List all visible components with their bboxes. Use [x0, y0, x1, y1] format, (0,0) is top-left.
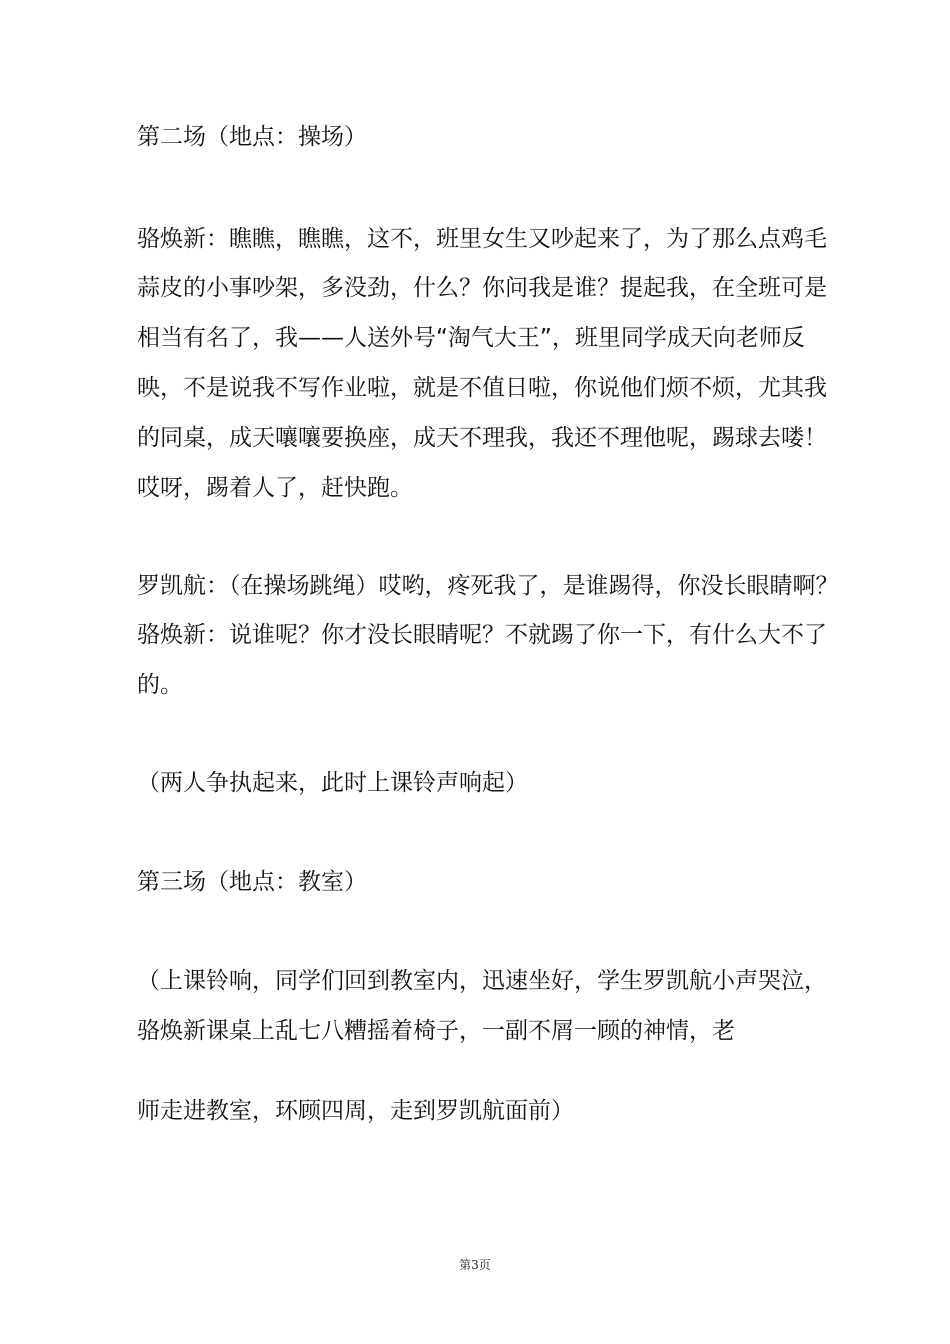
scene-2-line-1: 骆焕新：瞧瞧，瞧瞧，这不，班里女生又吵起来了，为了那么点鸡毛 [137, 226, 827, 252]
stage-direction: （两人争执起来，此时上课铃声响起） [137, 770, 528, 796]
scene-2-heading: 第二场（地点：操场） [137, 124, 367, 150]
scene-3-line-2: 骆焕新课桌上乱七八糟摇着椅子，一副不屑一顾的神情，老 [137, 1018, 735, 1044]
scene-2-line-2: 蒜皮的小事吵架，多没劲，什么？你问我是谁？提起我，在全班可是 [137, 275, 827, 301]
scene-3-heading: 第三场（地点：教室） [137, 869, 367, 895]
scene-3-line-3: 师走进教室，环顾四周，走到罗凯航面前） [137, 1098, 574, 1124]
dialogue-line-1: 罗凯航：（在操场跳绳）哎哟，疼死我了，是谁踢得，你没长眼睛啊？ [137, 573, 839, 599]
dialogue-line-3: 的。 [137, 672, 183, 698]
scene-2-line-6: 哎呀，踢着人了，赶快跑。 [137, 475, 413, 501]
scene-3-line-1: （上课铃响，同学们回到教室内，迅速坐好，学生罗凯航小声哭泣， [137, 968, 827, 994]
page-number: 第3页 [459, 1258, 491, 1272]
dialogue-line-2: 骆焕新：说谁呢？你才没长眼睛呢？不就踢了你一下，有什么大不了 [137, 622, 827, 648]
scene-2-line-4: 映，不是说我不写作业啦，就是不值日啦，你说他们烦不烦，尤其我 [137, 375, 827, 401]
scene-2-line-3: 相当有名了，我——人送外号“淘气大王”，班里同学成天向老师反 [137, 325, 805, 351]
scene-2-line-5: 的同桌，成天嚷嚷要换座，成天不理我，我还不理他呢，踢球去喽！ [137, 425, 827, 451]
